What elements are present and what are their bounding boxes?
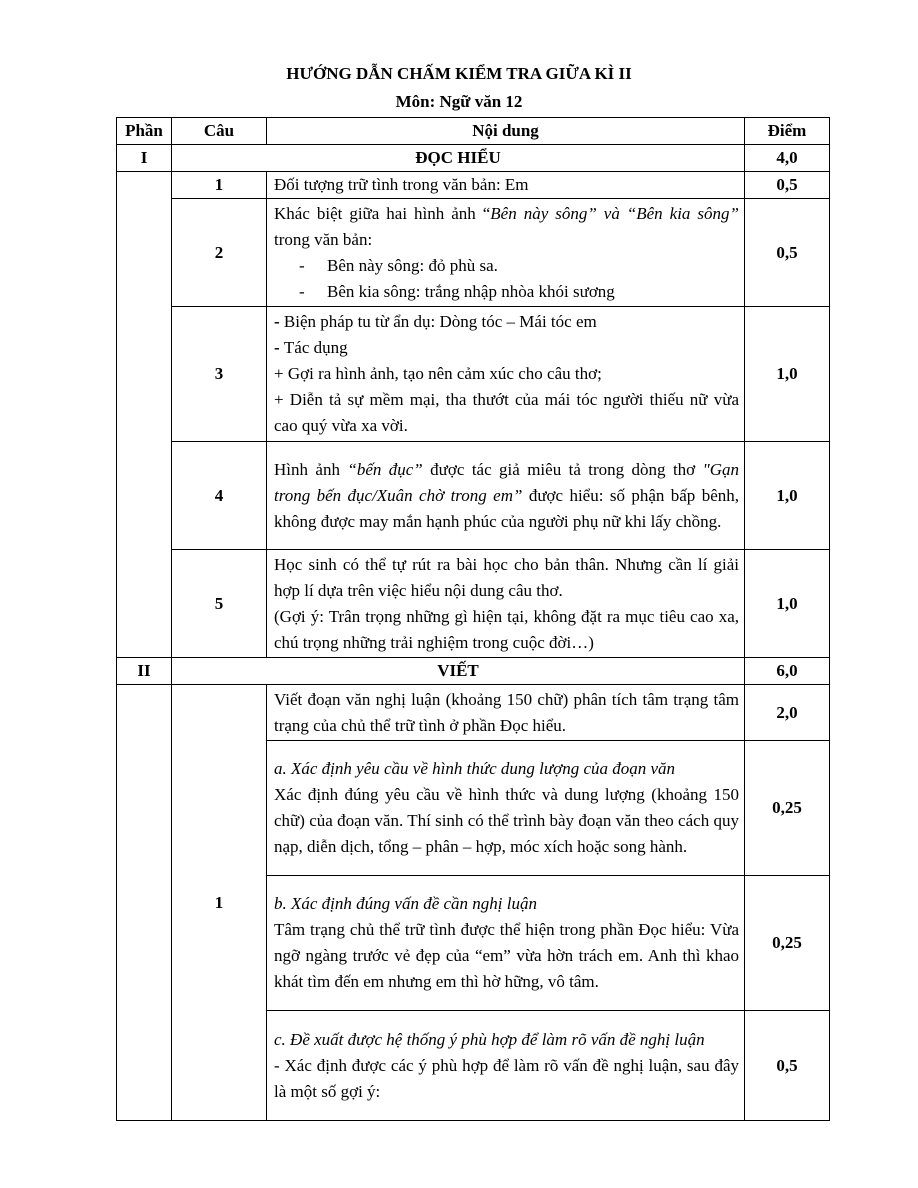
grading-table <box>116 117 830 1121</box>
section-score: 6,0 <box>745 658 830 685</box>
answer-line: Đối tượng trữ tình trong văn bản: Em <box>274 175 529 194</box>
text-run: được hiểu: số phận bấp bênh, không được may mắn hạnh phúc của người phụ nữ khi lấy chồng. <box>274 485 739 531</box>
criterion-title: b. Xác định đúng vấn đề cần nghị luận <box>274 894 537 913</box>
section-score: 4,0 <box>745 145 830 172</box>
table-row <box>117 550 830 658</box>
question-score: 0,5 <box>745 1011 830 1121</box>
bold-dash: - <box>274 338 284 357</box>
italic-run: “bến đục” <box>347 459 423 479</box>
criterion-title: a. Xác định yêu cầu về hình thức dung lượng của đoạn văn <box>274 759 676 778</box>
text-run: trong văn bản: <box>274 229 373 249</box>
bullet-text: Bên này sông: đỏ phù sa. <box>327 255 498 275</box>
table-row <box>117 685 830 741</box>
answer-text: Viết đoạn văn nghị luận (khoảng 150 chữ) phân tích tâm trạng tâm trạng của chủ thể trữ tình ở phần Đọc hiểu. <box>267 685 745 741</box>
answer-line: + Gợi ra hình ảnh, tạo nên cảm xúc cho câu thơ; <box>274 364 602 383</box>
text-run: Tác dụng <box>283 338 348 357</box>
bullet-item <box>274 253 739 279</box>
question-number: 3 <box>172 307 267 442</box>
question-number: 5 <box>172 550 267 658</box>
answer-line <box>274 309 739 335</box>
empty-part-cell <box>117 685 172 1121</box>
section-part: II <box>117 658 172 685</box>
table-row <box>117 199 830 307</box>
bullet-dash: - <box>299 255 305 275</box>
question-number: 1 <box>172 685 267 1121</box>
answer-line: Học sinh có thể tự rút ra bài học cho bản thân. Nhưng cần lí giải hợp lí dựa trên việc hiểu nội dung câu thơ. <box>274 554 739 600</box>
question-number: 4 <box>172 442 267 550</box>
answer-text <box>267 442 745 550</box>
table-row <box>117 442 830 550</box>
answer-line <box>274 201 739 253</box>
bullet-item <box>274 279 739 305</box>
document-title: HƯỚNG DẪN CHẤM KIỂM TRA GIỮA KÌ II <box>286 64 632 83</box>
question-score: 0,5 <box>745 172 830 199</box>
question-score: 2,0 <box>745 685 830 741</box>
question-score: 1,0 <box>745 307 830 442</box>
section-part: I <box>117 145 172 172</box>
answer-line: + Diễn tả sự mềm mại, tha thướt của mái tóc người thiếu nữ vừa cao quý vừa xa vời. <box>274 390 739 435</box>
criterion-text: Tâm trạng chủ thể trữ tình được thể hiện trong phần Đọc hiểu: Vừa ngỡ ngàng trước vẻ đẹp của “em” vừa hờn trách em. Anh thì khao khát tìm đến em nhưng em thì hờ hững, vô tâm. <box>274 920 739 991</box>
answer-text <box>267 172 745 199</box>
question-score: 0,25 <box>745 876 830 1011</box>
text-run: Hình ảnh <box>274 459 348 479</box>
answer-text <box>267 550 745 658</box>
bold-dash: - <box>274 312 284 331</box>
header-content: Nội dung <box>267 118 745 145</box>
section-row-writing <box>117 658 830 685</box>
header-score: Điểm <box>745 118 830 145</box>
table-header-row <box>117 118 830 145</box>
text-run: được tác giả miêu tả trong dòng thơ <box>422 459 703 479</box>
criterion-text: Xác định đúng yêu cầu về hình thức và dung lượng (khoảng 150 chữ) của đoạn văn. Thí sinh có thể trình bày đoạn văn theo cách quy nạp, diễn dịch, tổng – phân – hợp, móc xích hoặc song hành. <box>274 785 739 856</box>
question-number: 2 <box>172 199 267 307</box>
criterion-title: c. Đề xuất được hệ thống ý phù hợp để làm rõ vấn đề nghị luận <box>274 1029 705 1049</box>
text-run: Biện pháp tu từ ẩn dụ: Dòng tóc – Mái tóc em <box>283 312 597 331</box>
bullet-text: Bên kia sông: trắng nhập nhòa khói sương <box>327 281 615 301</box>
answer-line <box>274 335 739 361</box>
section-title: ĐỌC HIỂU <box>172 145 745 172</box>
text-run: Khác biệt giữa hai hình ảnh “ <box>274 203 491 223</box>
criterion-text: - Xác định được các ý phù hợp để làm rõ vấn đề nghị luận, sau đây là một số gợi ý: <box>274 1055 739 1101</box>
answer-text <box>267 199 745 307</box>
bullet-dash: - <box>299 281 305 301</box>
italic-run: Bên này sông” và “Bên kia sông” <box>490 203 739 223</box>
italic-run: "Gạn trong bến đục/Xuân chờ trong em” <box>274 459 739 505</box>
answer-text <box>267 741 745 876</box>
question-score: 1,0 <box>745 442 830 550</box>
question-score: 0,5 <box>745 199 830 307</box>
question-score: 1,0 <box>745 550 830 658</box>
table-row <box>117 307 830 442</box>
answer-text <box>267 1011 745 1121</box>
answer-text <box>267 307 745 442</box>
header-question: Câu <box>172 118 267 145</box>
header-part: Phần <box>117 118 172 145</box>
answer-text <box>267 876 745 1011</box>
document-subtitle: Môn: Ngữ văn 12 <box>395 92 523 111</box>
table-row <box>117 172 830 199</box>
section-title: VIẾT <box>172 658 745 685</box>
section-row-reading <box>117 145 830 172</box>
question-number: 1 <box>172 172 267 199</box>
question-score: 0,25 <box>745 741 830 876</box>
empty-part-cell <box>117 172 172 658</box>
answer-hint: (Gợi ý: Trân trọng những gì hiện tại, không đặt ra mục tiêu cao xa, chú trọng những trải nghiệm trong cuộc đời…) <box>274 606 739 652</box>
